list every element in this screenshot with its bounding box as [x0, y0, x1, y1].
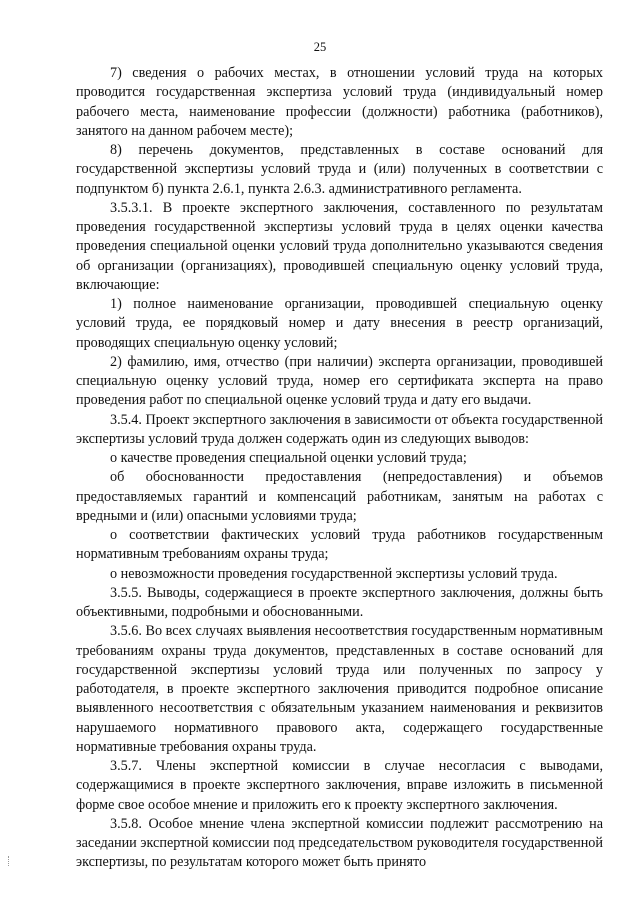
conclusion-option-guarantees: об обоснованности предоставления (непредоставления) и объемов предоставляемых гарантий и компенсаций работникам, занятым на работах с вредными и (или) опасными условиями труда;	[76, 469, 603, 524]
paragraph-sub-2: 2) фамилию, имя, отчество (при наличии) эксперта организации, проводившей специальную оценку условий труда, номер его сертификата эксперта на право проведения работ по специальной оценке условий труда и дату его выдачи.	[76, 353, 603, 409]
paragraph-3-5-8: 3.5.8. Особое мнение члена экспертной комиссии подлежит рассмотрению на заседании экспертной комиссии под председательством руководителя государственной экспертизы, по результатам которого может быть принято	[76, 815, 603, 871]
paragraph-3-5-3-1: 3.5.3.1. В проекте экспертного заключения, составленного по результатам проведения государственной экспертизы условий труда в целях оценки качества проведения специальной оценки условий труда дополнительно указываются сведения об организации (организациях), проводившей специальную оценку условий труда, включающие:	[76, 199, 603, 293]
paragraph-3-5-5: 3.5.5. Выводы, содержащиеся в проекте экспертного заключения, должны быть объективными, подробными и обоснованными.	[76, 584, 603, 620]
paragraph-sub-1: 1) полное наименование организации, проводившей специальную оценку условий труда, ее порядковый номер и дату внесения в реестр организаций, проводящих специальную оценку условий;	[76, 296, 603, 351]
conclusion-option-quality: о качестве проведения специальной оценки условий труда;	[110, 450, 467, 466]
paragraph-3-5-6: 3.5.6. Во всех случаях выявления несоответствия государственным нормативным требованиям охраны труда документов, представленных в составе оснований для государственной экспертизы условий труда или полученных по запросу у работодателя, в проекте экспертного заключения приводится подробное описание выявленного несоответствия с обязательным указанием наименования и реквизитов нарушаемого нормативного правового акта, содержащего государственные нормативные требования охраны труда.	[76, 623, 603, 755]
paragraph-item-7: 7) сведения о рабочих местах, в отношении условий труда на которых проводится государственная экспертиза условий труда (индивидуальный номер рабочего места, наименование профессии (должности) работника (работников), занятого на данном рабочем месте);	[76, 65, 603, 139]
conclusion-option-impossible: о невозможности проведения государственной экспертизы условий труда.	[110, 565, 558, 582]
paragraph-3-5-7: 3.5.7. Члены экспертной комиссии в случае несогласия с выводами, содержащимися в проекте экспертного заключения, вправе изложить в письменной форме свое особое мнение и приложить его к проекту экспертного заключения.	[76, 758, 603, 813]
conclusion-option-compliance: о соответствии фактических условий труда работников государственным нормативным требованиям охраны труда;	[76, 527, 603, 563]
scan-margin-mark	[8, 856, 10, 866]
paragraph-3-5-4: 3.5.4. Проект экспертного заключения в зависимости от объекта государственной экспертизы условий труда должен содержать один из следующих выводов:	[76, 411, 603, 447]
paragraph-item-8: 8) перечень документов, представленных в составе оснований для государственной экспертизы условий труда и (или) полученных в соответствии с подпунктом б) пункта 2.6.1, пункта 2.6.3. административного регламента.	[76, 142, 603, 197]
document-body	[76, 64, 603, 873]
page-number: 25	[313, 40, 327, 54]
